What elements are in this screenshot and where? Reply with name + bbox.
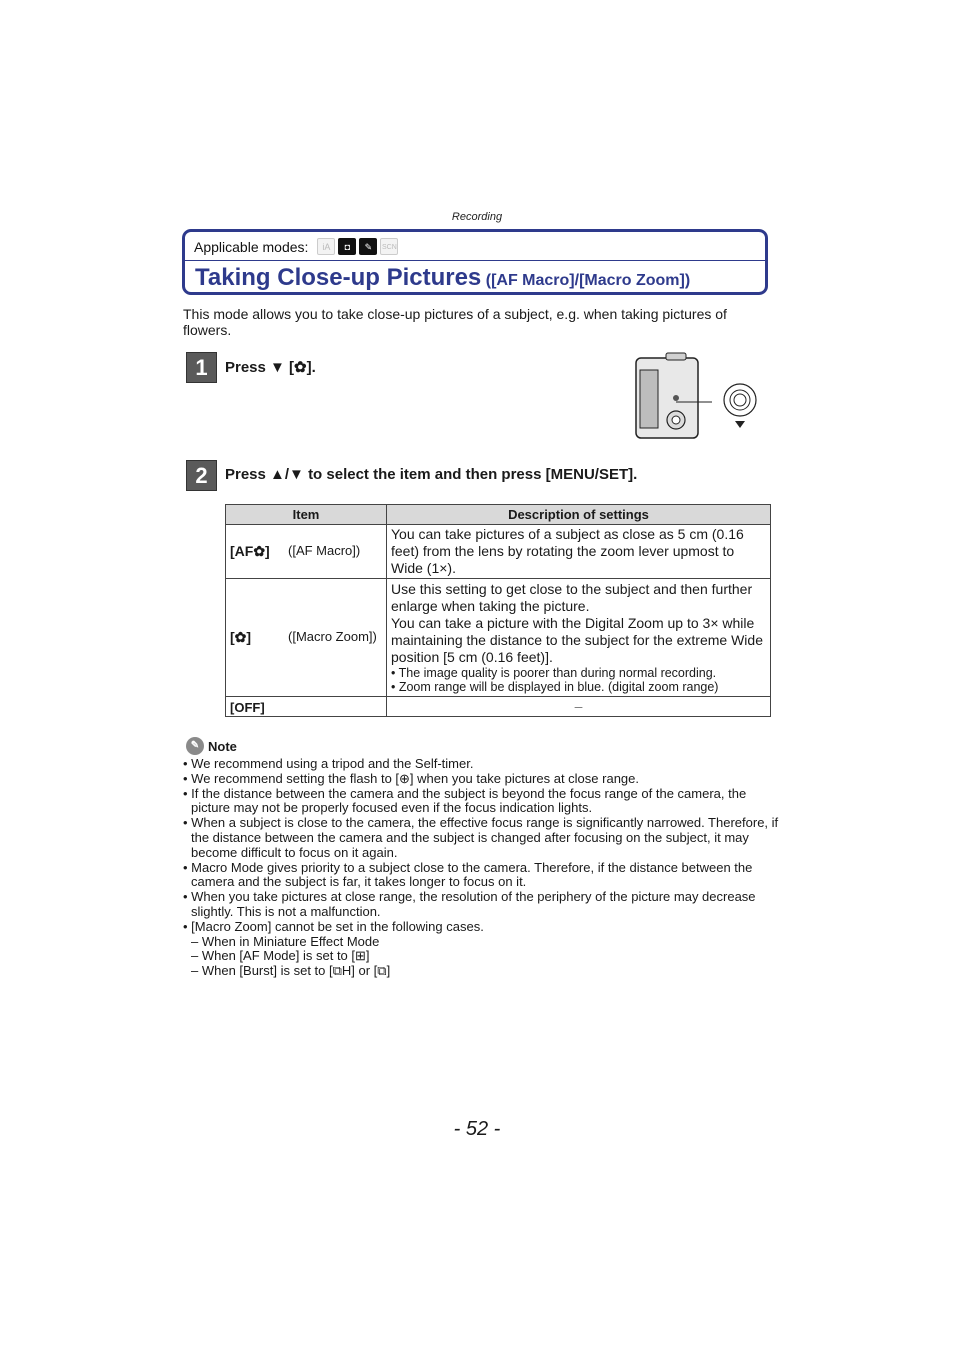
note-heading — [186, 737, 237, 755]
off-label: [OFF] — [230, 699, 265, 715]
down-arrow-icon — [735, 421, 745, 428]
title-sub: ([AF Macro]/[Macro Zoom]) — [485, 272, 691, 289]
table-row — [226, 525, 771, 579]
list-item: • When a subject is close to the camera, the effective focus range is significantly narrowed. Therefore, if the distance between the camera and the subject is changed after focusing on the subject, it may become difficult to focus on it again. — [183, 815, 779, 860]
step-1-number: 1 — [186, 352, 217, 383]
note-label: Note — [208, 738, 237, 754]
page-number: - 52 - — [453, 1118, 501, 1140]
list-item: • We recommend using a tripod and the Self-timer. — [183, 756, 474, 771]
settings-table — [225, 504, 771, 717]
description-bullet: • Zoom range will be displayed in blue. (digital zoom range) — [391, 680, 719, 694]
cursor-button-center — [734, 394, 746, 406]
description-cell — [387, 525, 771, 579]
af-macro-icon: [AF✿] — [230, 543, 270, 559]
header-divider — [185, 260, 765, 261]
item-name: ([AF Macro]) — [288, 543, 361, 558]
list-sub-item: – When [Burst] is set to [⧉H] or [⧉] — [191, 963, 391, 979]
intro-paragraph: This mode allows you to take close-up pictures of a subject, e.g. when taking pictures of flowers. — [183, 306, 727, 338]
intelligent-auto-icon: iA — [317, 238, 335, 255]
list-item: • When you take pictures at close range, the resolution of the periphery of the picture may decrease slightly. This is not a malfunction. — [183, 889, 756, 919]
list-item: • [Macro Zoom] cannot be set in the following cases. — [183, 918, 484, 934]
camera-illustration-icon — [632, 350, 762, 446]
item-macro-zoom — [226, 579, 387, 697]
page-title — [195, 264, 690, 292]
table-header-row — [226, 505, 771, 525]
list-item: • Macro Mode gives priority to a subject close to the camera. Therefore, if the distance between the camera and the subject is far, it takes longer to focus on it. — [183, 859, 753, 890]
step-1-text: Press ▼ [✿]. — [225, 359, 316, 376]
camera-icon: ◘ — [338, 238, 356, 255]
table-header-item: Item — [226, 505, 387, 525]
camera-dial-center — [672, 416, 680, 424]
applicable-modes-label: Applicable modes: — [194, 238, 309, 255]
description-bullet: • The image quality is poorer than during normal recording. — [391, 666, 717, 680]
step-2-number: 2 — [186, 460, 217, 491]
list-sub-item: – When [AF Mode] is set to [⊞] — [191, 948, 370, 964]
table-row — [226, 579, 771, 697]
camera-top-button — [666, 353, 686, 360]
description-line: You can take pictures of a subject as close as 5 cm (0.16 feet) from the lens by rotating the zoom lever upmost to Wide (1×). — [391, 526, 744, 576]
applicable-modes — [194, 238, 398, 255]
list-item: • If the distance between the camera and the subject is beyond the focus range of the camera, the picture may not be properly focused even if the focus indication lights. — [183, 785, 747, 816]
camera-screen — [640, 370, 658, 428]
scene-mode-icon: SCN — [380, 238, 398, 255]
creative-mode-icon: ✎ — [359, 238, 377, 255]
description-line: You can take a picture with the Digital Zoom up to 3× while maintaining the distance to the subject for the extreme Wide position [5 cm (0.16 feet)]. — [391, 615, 763, 665]
description-line: – — [574, 698, 583, 714]
item-name: ([Macro Zoom]) — [288, 629, 377, 644]
camera-button — [673, 395, 679, 401]
step-2-text: Press ▲/▼ to select the item and then press [MENU/SET]. — [225, 466, 638, 483]
description-line: Use this setting to get close to the subject and then further enlarge when taking the picture. — [391, 581, 753, 614]
description-cell — [387, 697, 771, 717]
macro-zoom-icon: [✿] — [230, 629, 252, 645]
section-label: Recording — [451, 211, 503, 223]
description-cell — [387, 579, 771, 697]
item-af-macro — [226, 525, 387, 579]
table-header-description: Description of settings — [387, 505, 771, 525]
note-list — [183, 757, 783, 979]
title-main: Taking Close-up Pictures — [195, 264, 482, 291]
list-item: • We recommend setting the flash to [⊕] when you take pictures at close range. — [183, 770, 639, 786]
item-off — [226, 697, 387, 717]
page-header-box — [182, 229, 768, 295]
table-row — [226, 697, 771, 717]
list-sub-item: – When in Miniature Effect Mode — [191, 933, 380, 949]
note-icon: ✎ — [186, 737, 204, 755]
